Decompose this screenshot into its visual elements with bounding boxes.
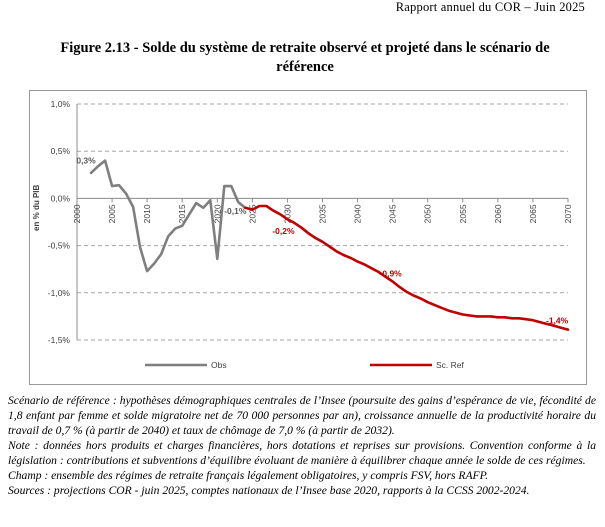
x-tick-label: 2010 [142,204,153,224]
chart-area [29,90,587,385]
x-tick-label: 2060 [492,204,503,224]
x-tick-label: 2035 [317,204,328,224]
x-tick-label: 2055 [457,204,468,224]
legend-label: Sc. Ref [436,360,464,370]
x-tick-label: 2025 [247,204,258,224]
scope-note: Champ : ensemble des régimes de retraite français légalement obligatoires, y compris FSV, hors RAFP. [8,469,489,482]
x-tick-label: 2020 [212,204,223,224]
x-tick-label: 2050 [422,204,433,224]
x-tick-label: 2065 [527,204,538,224]
series-line-sc-ref [245,206,568,330]
data-label: -0,9% [379,268,402,279]
x-tick-label: 2005 [107,204,118,224]
scenario-note: Scénario de référence : hypothèses démographiques centrales de l’Insee (poursuite des gains d’espérance de vie, fécondité de 1,8 enfant par femme et solde migratoire net de 70 000 personnes par an), croissance annuelle de la productivité horaire du travail de 0,7 % (à partir de 2040) et taux de chômage de 7,0 % (à partir de 2032). [8,394,596,437]
legend-label: Obs [211,360,227,370]
x-tick-label: 2045 [387,204,398,224]
figure-notes [8,393,596,498]
data-label: 0,3% [76,155,96,166]
y-axis-label: en % du PIB [32,184,41,231]
x-tick-label: 2015 [177,204,188,224]
x-tick-label: 2070 [563,204,573,224]
report-header: Rapport annuel du COR – Juin 2025 [395,0,585,14]
x-tick-label: 2030 [282,204,293,224]
sources-note: Sources : projections COR - juin 2025, comptes nationaux de l’Insee base 2020, rapports à la CCSS 2002-2024. [8,484,530,497]
data-label: -0,1% [224,205,247,216]
y-tick-label: -0,5% [47,240,70,251]
general-note: Note : données hors produits et charges financières, hors dotations et reprises sur provisions. Convention conforme à la législation : contributions et subventions d’équilibre évoluant de manière à équilibrer chaque année le solde de ces régimes. [8,439,596,467]
y-tick-label: 0,5% [50,146,70,157]
y-tick-label: -1,0% [47,287,70,298]
figure-title: Figure 2.13 - Solde du système de retraite observé et projeté dans le scénario de référence [60,40,550,75]
x-tick-label: 2040 [352,204,363,224]
y-tick-label: 1,0% [50,99,70,109]
line-chart [30,91,586,384]
y-tick-label: -1,5% [47,335,70,345]
data-label: -1,4% [546,315,569,326]
x-tick-label: 2000 [72,204,82,224]
data-label: -0,2% [272,226,295,237]
y-tick-label: 0,0% [50,193,70,204]
